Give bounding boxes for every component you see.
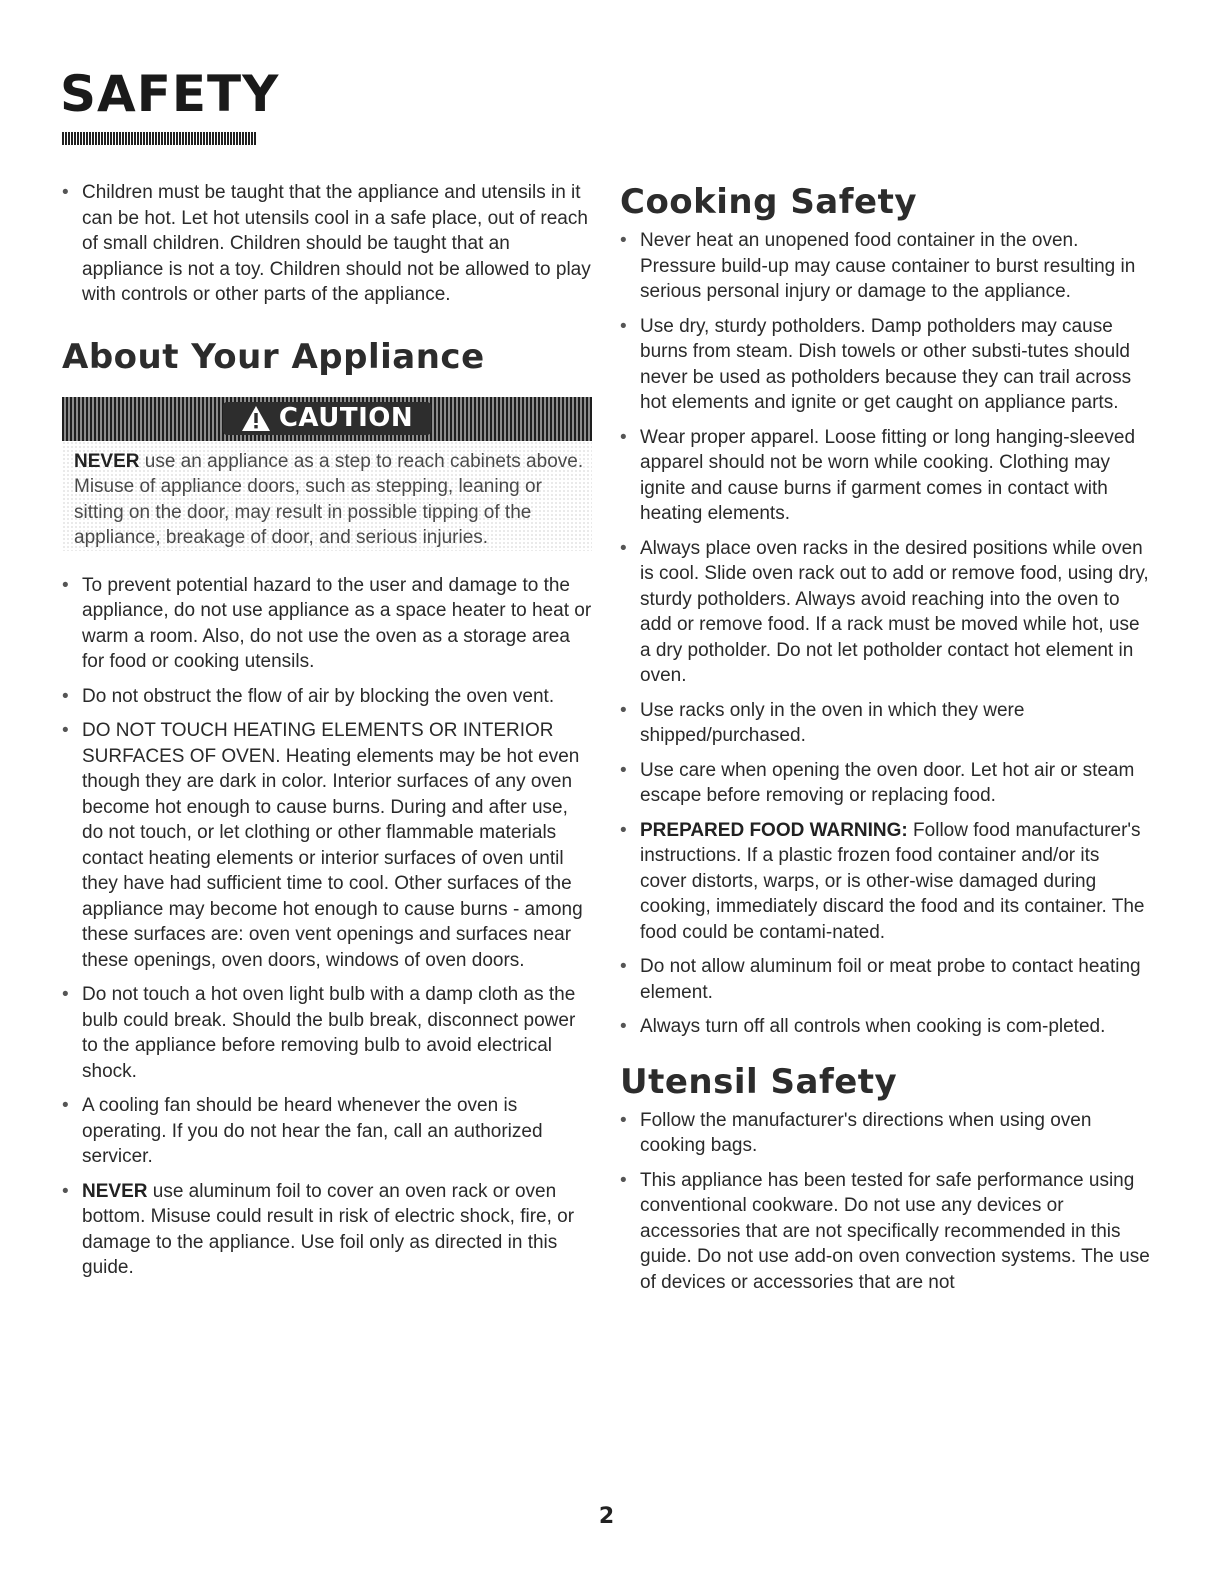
- bullet-item: [62, 718, 592, 973]
- bullet-icon: •: [620, 759, 627, 781]
- bullet-item: [620, 425, 1150, 527]
- bullet-item: [620, 228, 1150, 305]
- page-title: SAFETY: [60, 65, 280, 123]
- caution-banner: [62, 397, 592, 441]
- bullet-text: A cooling fan should be heard whenever the oven is operating. If you do not hear the fan, call an authorized servicer.: [82, 1095, 543, 1167]
- bullet-text: use aluminum foil to cover an oven rack or oven bottom. Misuse could result in risk of electric shock, fire, or damage to the appliance. Use foil only as directed in this guide.: [82, 1180, 575, 1278]
- right-column: [620, 180, 1150, 1304]
- bullet-lead: PREPARED FOOD WARNING:: [640, 819, 908, 841]
- bullet-text: Children must be taught that the appliance and utensils in it can be hot. Let hot utensils cool in a safe place, out of reach of small children. Children should be taught that an appliance is not a toy. Children should not be allowed to play with controls or other parts of the appliance.: [82, 182, 591, 305]
- bullet-icon: •: [620, 1169, 627, 1191]
- left-column: [62, 180, 592, 1290]
- title-rule: [62, 132, 257, 145]
- caution-text: [62, 441, 592, 551]
- caution-box: [62, 397, 592, 551]
- warning-triangle-icon: [241, 405, 271, 432]
- bullet-item: [620, 314, 1150, 416]
- bullet-text: Use racks only in the oven in which they were shipped/purchased.: [640, 699, 1025, 746]
- bullet-icon: •: [620, 230, 627, 251]
- about-appliance-heading: About Your Appliance: [62, 336, 485, 377]
- bullet-text: Follow food manufacturer's instructions. If a plastic frozen food container and/or its cover distorts, warps, or is other-wise damaged during cooking, immediately discard the food and its container. The food could be contami-nated.: [640, 819, 1145, 943]
- bullet-text: Do not touch a hot oven light bulb with a damp cloth as the bulb could break. Should the bulb break, disconnect power to the appliance before removing bulb to avoid electrical shock.: [82, 984, 576, 1082]
- caution-body: use an appliance as a step to reach cabinets above. Misuse of appliance doors, such as stepping, leaning or sitting on the door, may result in possible tipping of the appliance, breakage of door, and serious injuries.: [74, 450, 584, 548]
- bullet-icon: •: [62, 182, 69, 203]
- bullet-item: [620, 1014, 1150, 1040]
- bullet-text: DO NOT TOUCH HEATING ELEMENTS OR INTERIOR SURFACES OF OVEN. Heating elements may be hot even though they are dark in color. Interior surfaces of any oven become hot enough to cause burns. During and after use, do not touch, or let clothing or other flammable materials contact heating elements or interior surfaces of oven until they have had sufficient time to cool. Other surfaces of the appliance may become hot enough to cause burns - among these surfaces are: oven vent openings and surfaces near these openings, oven doors, windows of oven doors.: [82, 720, 583, 971]
- bullet-icon: •: [62, 984, 69, 1005]
- bullet-item: [620, 698, 1150, 749]
- bullet-icon: •: [620, 315, 627, 337]
- bullet-text: Follow the manufacturer's directions when using oven cooking bags.: [640, 1109, 1092, 1156]
- bullet-item: [620, 758, 1150, 809]
- bullet-text: Use dry, sturdy potholders. Damp potholders may cause burns from steam. Dish towels or other substi-tutes should never be used as potholders because they can trail across hot elements and ignite or get caught on appliance parts.: [640, 315, 1132, 413]
- bullet-icon: •: [62, 1180, 69, 1202]
- page-number: 2: [598, 1504, 615, 1529]
- bullet-icon: •: [620, 956, 627, 977]
- caution-label: CAUTION: [278, 402, 414, 433]
- bullet-text: Never heat an unopened food container in the oven. Pressure build-up may cause container to burst resulting in serious personal injury or damage to the appliance.: [640, 230, 1136, 302]
- bullet-item: [62, 982, 592, 1084]
- bullet-item: [62, 1179, 592, 1281]
- bullet-icon: •: [620, 1016, 627, 1037]
- bullet-item: [62, 684, 592, 710]
- bullet-icon: •: [62, 1095, 69, 1116]
- bullet-icon: •: [620, 819, 627, 841]
- bullet-icon: •: [620, 426, 627, 448]
- bullet-text: Wear proper apparel. Loose fitting or long hanging-sleeved apparel should not be worn while cooking. Clothing may ignite and cause burns if garment comes in contact with heating elements.: [640, 426, 1136, 524]
- bullet-item: [620, 954, 1150, 1005]
- utensil-safety-heading: Utensil Safety: [620, 1061, 898, 1102]
- caution-label-wrap: [223, 402, 431, 435]
- bullet-icon: •: [62, 574, 69, 596]
- bullet-text: Always place oven racks in the desired positions while oven is cool. Slide oven rack out to add or remove food, using dry, sturdy potholders. Always avoid reaching into the oven to add or remove food. If a rack must be moved while hot, use a dry potholder. Do not let potholder contact hot element in oven.: [640, 537, 1149, 686]
- bullet-lead: NEVER: [82, 1180, 148, 1202]
- cooking-safety-heading: Cooking Safety: [620, 182, 918, 222]
- bullet-item: [62, 180, 592, 308]
- bullet-icon: •: [620, 699, 627, 721]
- bullet-icon: •: [62, 720, 69, 741]
- bullet-item: [620, 818, 1150, 946]
- bullet-text: This appliance has been tested for safe performance using conventional cookware. Do not use any devices or accessories that are not specifically recommended in this guide. Do not use add-on oven convection systems. The use of devices or accessories that are not: [640, 1169, 1150, 1293]
- bullet-item: [620, 536, 1150, 689]
- bullet-icon: •: [620, 1109, 627, 1131]
- bullet-text: Always turn off all controls when cooking is com-pleted.: [640, 1016, 1106, 1037]
- bullet-item: [62, 1093, 592, 1170]
- bullet-icon: •: [620, 537, 627, 559]
- bullet-text: Do not obstruct the flow of air by blocking the oven vent.: [82, 685, 555, 707]
- bullet-text: Do not allow aluminum foil or meat probe to contact heating element.: [640, 956, 1141, 1003]
- bullet-item: [620, 1108, 1150, 1159]
- bullet-item: [620, 1168, 1150, 1296]
- bullet-text: To prevent potential hazard to the user and damage to the appliance, do not use appliance as a space heater to heat or warm a room. Also, do not use the oven as a storage area for food or cooking utensils.: [82, 574, 592, 672]
- bullet-icon: •: [62, 685, 69, 707]
- bullet-text: Use care when opening the oven door. Let hot air or steam escape before removing or replacing food.: [640, 759, 1135, 806]
- caution-lead: NEVER: [74, 450, 140, 472]
- bullet-item: [62, 573, 592, 675]
